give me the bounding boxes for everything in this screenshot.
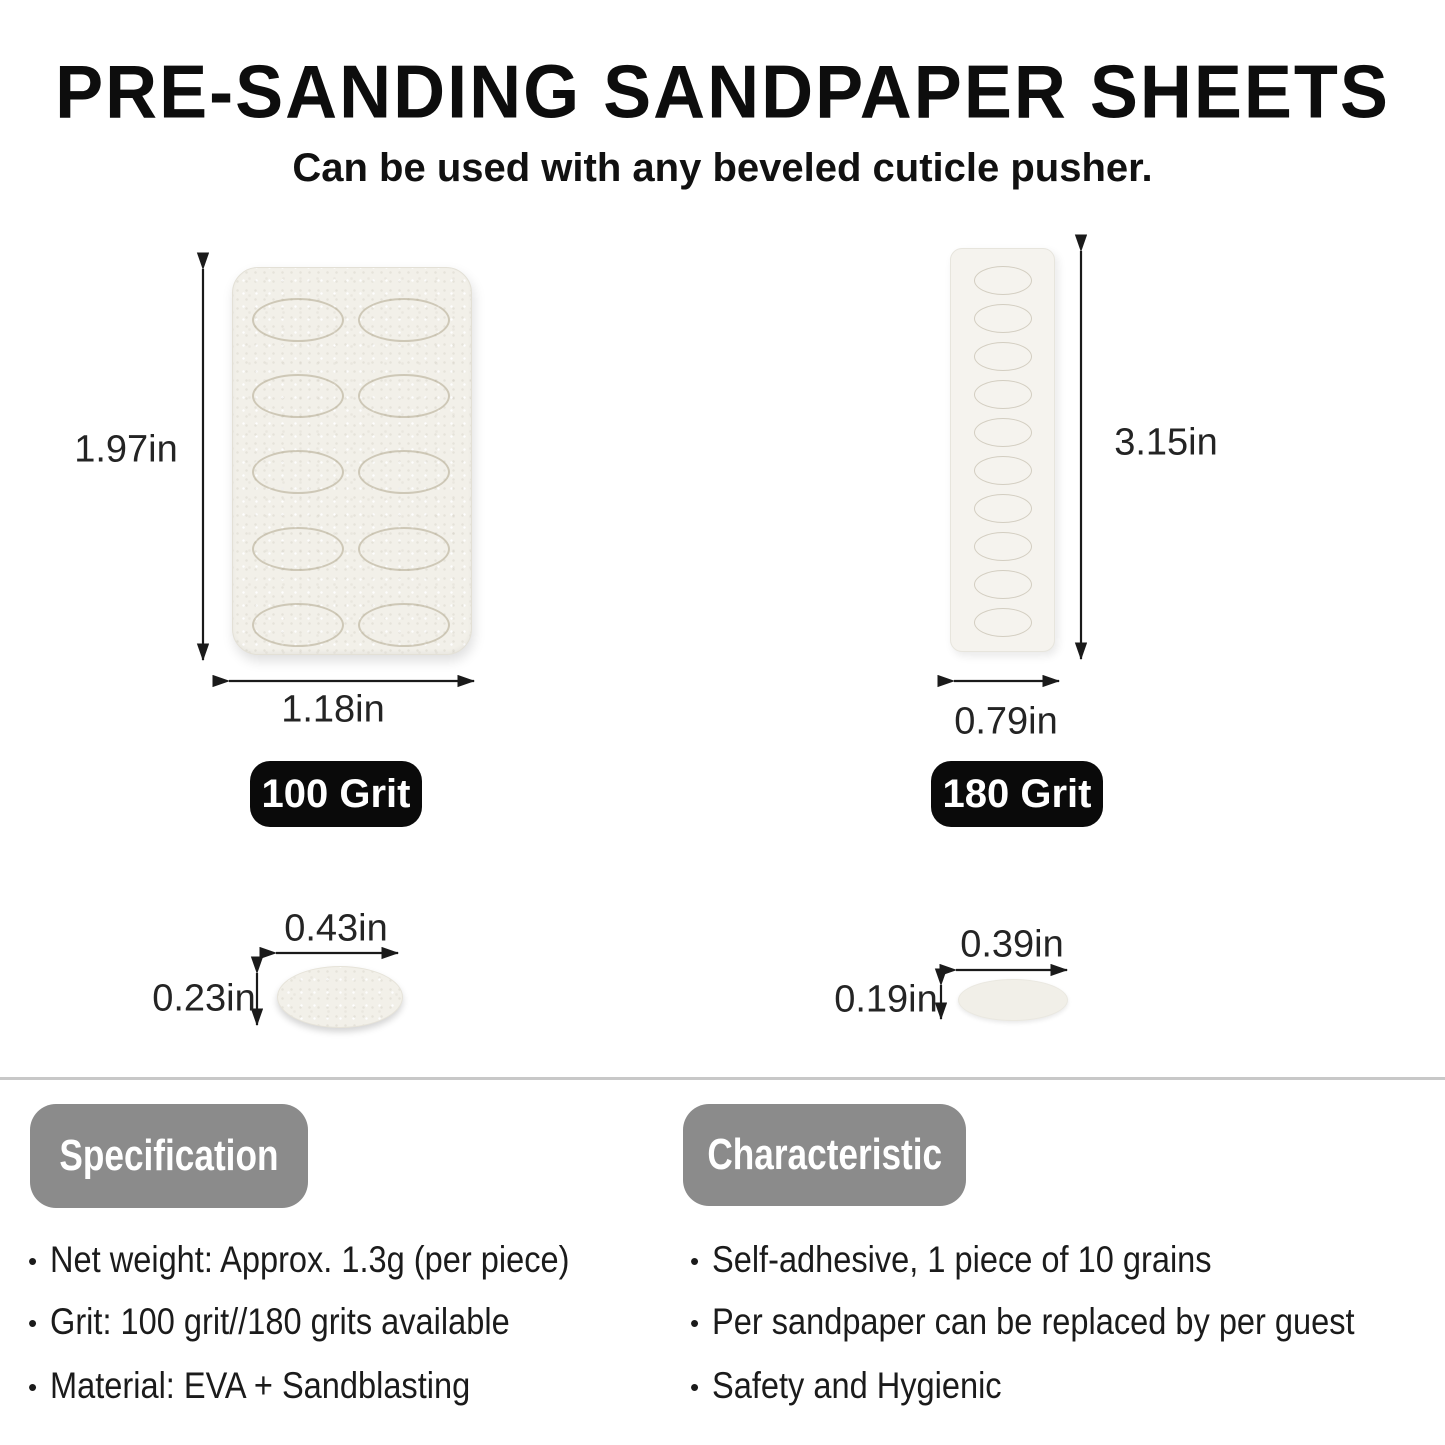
characteristic-header	[683, 1104, 966, 1206]
right-sheet-height-label: 3.15in	[1114, 421, 1218, 464]
bullet-icon: •	[690, 1308, 700, 1338]
left-sheet-height-label: 1.97in	[74, 428, 178, 471]
list-item: • Grit: 100 grit//180 grits available	[28, 1301, 510, 1342]
grain-oval	[358, 603, 450, 647]
specification-title: Specification	[59, 1131, 279, 1180]
separator-line	[0, 1077, 1445, 1080]
list-item: • Material: EVA + Sandblasting	[28, 1365, 471, 1406]
grain-oval	[358, 298, 450, 342]
grain-oval	[974, 570, 1032, 599]
left-grain-width-label: 0.43in	[284, 907, 388, 950]
grit-badge-100: 100 Grit	[250, 761, 422, 827]
grain-oval	[974, 532, 1032, 561]
list-item: • Safety and Hygienic	[690, 1365, 1002, 1406]
grain-oval	[974, 608, 1032, 637]
left-sheet-width-label: 1.18in	[281, 688, 385, 731]
specification-header	[30, 1104, 308, 1208]
bullet-icon: •	[28, 1308, 38, 1338]
grain-oval	[974, 494, 1032, 523]
bullet-icon: •	[28, 1246, 38, 1276]
list-item: • Net weight: Approx. 1.3g (per piece)	[28, 1239, 570, 1280]
grit-badge-180: 180 Grit	[931, 761, 1103, 827]
grain-oval	[252, 603, 344, 647]
bullet-icon: •	[28, 1372, 38, 1402]
page-title: PRE-SANDING SANDPAPER SHEETS	[55, 51, 1390, 135]
grain-oval	[974, 342, 1032, 371]
single-grain-100	[277, 966, 403, 1028]
left-grain-height-label: 0.23in	[152, 977, 256, 1020]
right-sheet-width-label: 0.79in	[954, 700, 1058, 743]
grain-oval	[358, 527, 450, 571]
grain-oval	[974, 304, 1032, 333]
grain-oval	[974, 380, 1032, 409]
bullet-icon: •	[690, 1246, 700, 1276]
grain-oval	[974, 456, 1032, 485]
grain-oval	[252, 527, 344, 571]
grain-oval	[358, 374, 450, 418]
right-grain-width-label: 0.39in	[960, 923, 1064, 966]
sandpaper-sheet-100-grit	[232, 267, 472, 655]
right-grain-height-label: 0.19in	[834, 978, 938, 1021]
grain-oval	[358, 450, 450, 494]
grain-oval	[252, 374, 344, 418]
page-subtitle: Can be used with any beveled cuticle pusher.	[292, 146, 1153, 190]
sandpaper-sheet-180-grit	[950, 248, 1055, 652]
bullet-icon: •	[690, 1372, 700, 1402]
grain-oval	[252, 450, 344, 494]
grain-oval	[974, 266, 1032, 295]
single-grain-180	[958, 979, 1068, 1021]
characteristic-title: Characteristic	[707, 1130, 942, 1179]
grain-oval	[974, 418, 1032, 447]
grain-oval	[252, 298, 344, 342]
list-item: • Per sandpaper can be replaced by per guest	[690, 1301, 1355, 1342]
list-item: • Self-adhesive, 1 piece of 10 grains	[690, 1239, 1212, 1280]
